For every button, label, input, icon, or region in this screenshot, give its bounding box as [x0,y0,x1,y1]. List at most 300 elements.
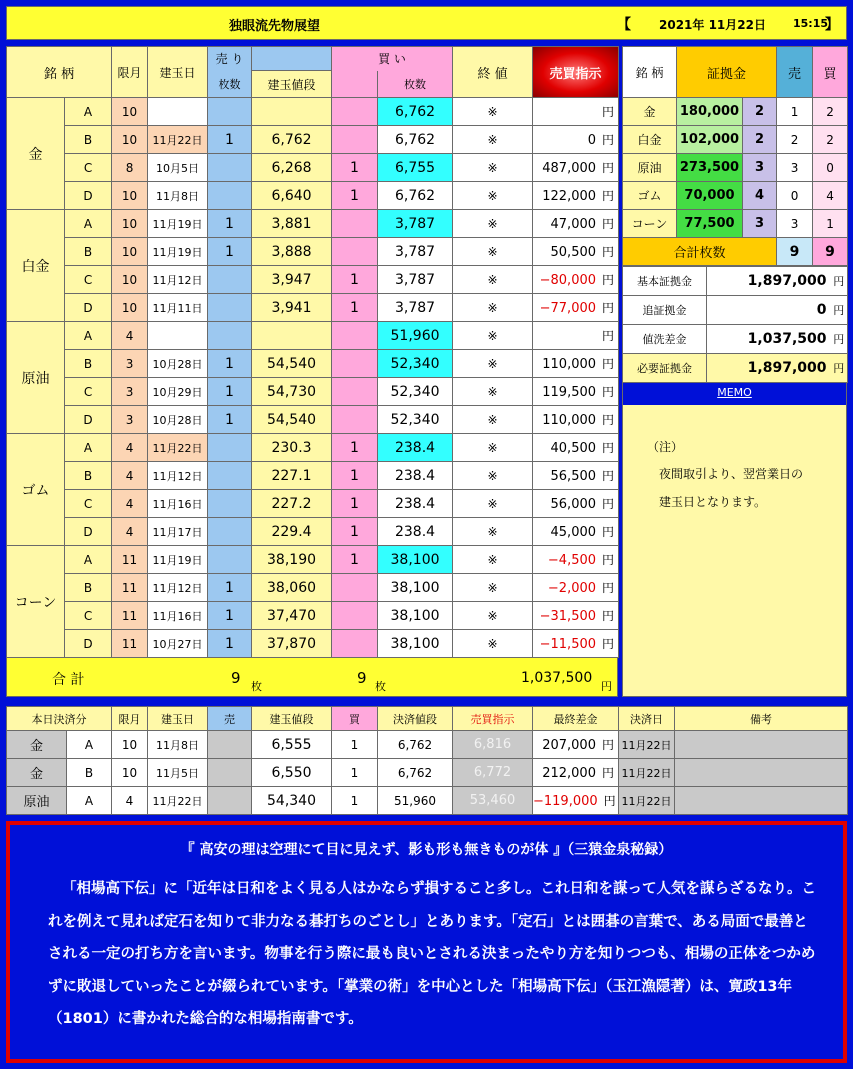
margin-amount: 273,500 [677,154,743,182]
row-close: 52,340 [378,350,453,378]
row-diff-value: 110,000 [542,413,597,428]
row-shiji: ※ [453,518,533,546]
col-header-uri-right [252,47,332,71]
settle-header-kessai-bi: 決済日 [619,707,675,731]
quote-title: 『 高安の理は空理にて目に見えず、影も形も無きものが体 』（三猿金泉秘録） [180,842,673,858]
row-price: 54,540 [252,406,332,434]
settle-price: 54,340 [252,787,332,815]
margin-name: 金 [623,98,677,126]
quote-body: 「相場高下伝」に「近年は日和をよく見る人はかならず損すること多し。これ日和を謀って人気を謀らざるなり。これを例えて見れば定石を知りて非力なる碁打ちのごとし」とあります。「定石」とは囲碁の言葉で、ある局面で最善とされる一定の打ち方を言います。物事を行う際に最も良いとされる決まったやり方を知りつつも、相場の正体をつかめずに敗退していったことが綴られています。「掌業の術」を中心とした「相場高下伝」（玉江漁隠著）は、寛政13年（1801）に書かれた総合的な相場指南書です。 [48,881,816,1027]
table-row [7,518,619,546]
margin-buy: 2 [813,98,848,126]
row-close: 52,340 [378,378,453,406]
summary-value: 0 [707,296,831,325]
col-header-tategyokubi: 建玉日 [148,47,208,98]
row-buy-count: 1 [332,154,378,182]
row-buy-count: 1 [332,294,378,322]
summary-row [623,267,848,296]
table-row [7,630,619,658]
row-price: 230.3 [252,434,332,462]
row-diff-unit: 円 [602,637,615,651]
row-diff [533,210,619,238]
row-shiji: ※ [453,406,533,434]
summary-label: 基本証拠金 [623,267,707,296]
row-diff-value: 122,000 [542,189,597,204]
row-date: 10月28日 [148,406,208,434]
table-row [7,98,619,126]
row-diff [533,546,619,574]
row-diff-value: 0 [587,133,597,148]
row-shiji: ※ [453,602,533,630]
row-shiji: ※ [453,490,533,518]
margin-buy: 2 [813,126,848,154]
row-price: 3,941 [252,294,332,322]
row-shiji: ※ [453,574,533,602]
group-label: B [65,574,112,602]
row-shiji: ※ [453,350,533,378]
header-date: 2021年 11月22日 [659,18,766,32]
settle-diff [533,731,619,759]
margin-header-uri: 売 [777,47,813,98]
summary-label: 必要証拠金 [623,354,707,383]
row-shiji: ※ [453,126,533,154]
row-diff [533,98,619,126]
summary-unit: 円 [831,296,848,325]
row-gengetsu: 10 [112,126,148,154]
row-diff [533,490,619,518]
margin-row [623,126,848,154]
row-gengetsu: 10 [112,182,148,210]
row-shiji: ※ [453,238,533,266]
margin-amount: 77,500 [677,210,743,238]
page-title: 独眼流先物展望 [229,19,321,34]
row-date: 11月22日 [148,126,208,154]
row-diff [533,182,619,210]
margin-count: 4 [743,182,777,210]
margin-row [623,98,848,126]
group-label: B [65,350,112,378]
row-shiji: ※ [453,434,533,462]
settle-diff-unit: 円 [603,794,616,808]
settle-diff-unit: 円 [601,766,614,780]
row-gengetsu: 4 [112,518,148,546]
row-diff [533,322,619,350]
row-diff [533,294,619,322]
row-close: 238.4 [378,462,453,490]
row-buy-count [332,378,378,406]
commodity-name: コーン [7,546,65,658]
total-buy: 9 [357,669,367,687]
row-diff-value: 119,500 [542,385,597,400]
row-diff [533,350,619,378]
summary-label: 追証拠金 [623,296,707,325]
settle-date-kessai: 11月22日 [619,787,675,815]
row-diff-value: 45,000 [550,525,597,540]
margin-row [623,154,848,182]
settle-group: A [67,787,112,815]
settle-header-uri: 売 [208,707,252,731]
group-label: C [65,378,112,406]
row-gengetsu: 10 [112,294,148,322]
row-buy-count: 1 [332,546,378,574]
group-label: D [65,518,112,546]
margin-sell: 3 [777,154,813,182]
row-price: 229.4 [252,518,332,546]
row-sell-count: 1 [208,126,252,154]
settle-shiji: 6,772 [453,759,533,787]
row-gengetsu: 4 [112,434,148,462]
row-diff [533,154,619,182]
settle-header-kai: 買 [332,707,378,731]
settle-header-biko: 備考 [675,707,848,731]
row-sell-count [208,322,252,350]
row-close: 3,787 [378,294,453,322]
settle-sell [208,787,252,815]
summary-row [623,296,848,325]
settle-header-gengetsu: 限月 [112,707,148,731]
row-diff [533,238,619,266]
group-label: C [65,266,112,294]
row-sell-count: 1 [208,602,252,630]
summary-unit: 円 [831,354,848,383]
row-diff-value: 50,500 [550,245,597,260]
row-buy-count [332,322,378,350]
row-price: 3,881 [252,210,332,238]
row-date: 11月12日 [148,462,208,490]
settle-group: B [67,759,112,787]
row-shiji: ※ [453,98,533,126]
row-date: 10月27日 [148,630,208,658]
total-sell-unit: 枚 [251,680,262,693]
row-close: 3,787 [378,210,453,238]
row-gengetsu: 10 [112,210,148,238]
table-row [7,182,619,210]
row-sell-count: 1 [208,574,252,602]
row-sell-count [208,98,252,126]
row-diff-unit: 円 [602,413,615,427]
row-close: 51,960 [378,322,453,350]
row-date: 11月22日 [148,434,208,462]
summary-unit: 円 [831,267,848,296]
row-shiji: ※ [453,294,533,322]
settle-date: 11月5日 [148,759,208,787]
margin-sell: 1 [777,98,813,126]
table-row [7,490,619,518]
row-buy-count [332,574,378,602]
settle-sell [208,759,252,787]
row-diff-value: 56,500 [550,469,597,484]
row-sell-count [208,294,252,322]
col-header-gengetsu: 限月 [112,47,148,98]
row-close: 6,755 [378,154,453,182]
margin-buy: 0 [813,154,848,182]
summary-value: 1,037,500 [707,325,831,354]
row-date: 11月12日 [148,266,208,294]
group-label: C [65,602,112,630]
settle-diff-unit: 円 [601,738,614,752]
row-diff [533,574,619,602]
margin-name: コーン [623,210,677,238]
col-header-tategyoku-nedan: 建玉値段 [252,71,332,98]
row-shiji: ※ [453,546,533,574]
row-date: 11月8日 [148,182,208,210]
row-diff [533,406,619,434]
positions-table [6,46,619,658]
total-row [6,657,618,697]
row-buy-count: 1 [332,182,378,210]
row-buy-count: 1 [332,518,378,546]
margin-total-sell: 9 [777,238,813,266]
table-row [7,546,619,574]
summary-row [623,354,848,383]
settle-sell [208,731,252,759]
row-gengetsu: 11 [112,546,148,574]
row-diff-unit: 円 [602,301,615,315]
table-row [7,602,619,630]
row-diff [533,462,619,490]
row-buy-count [332,630,378,658]
summary-label: 値洗差金 [623,325,707,354]
row-buy-count [332,238,378,266]
row-shiji: ※ [453,210,533,238]
row-sell-count [208,490,252,518]
settle-row [7,759,848,787]
table-row [7,462,619,490]
settle-close: 6,762 [378,731,453,759]
margin-sell: 0 [777,182,813,210]
header-time: 15:15 [793,17,829,30]
group-label: B [65,462,112,490]
row-date: 10月5日 [148,154,208,182]
memo-line-3: 建玉日となります。 [659,495,767,509]
row-date: 11月17日 [148,518,208,546]
row-price: 227.1 [252,462,332,490]
row-price: 6,762 [252,126,332,154]
row-shiji: ※ [453,378,533,406]
row-sell-count: 1 [208,210,252,238]
row-gengetsu: 11 [112,602,148,630]
row-diff-value: −2,000 [547,581,597,596]
row-close: 38,100 [378,574,453,602]
table-row [7,266,619,294]
row-sell-count [208,182,252,210]
row-date [148,98,208,126]
summary-unit: 円 [831,325,848,354]
row-gengetsu: 3 [112,350,148,378]
row-close: 38,100 [378,630,453,658]
total-label: 合 計 [52,672,85,688]
margin-sell: 2 [777,126,813,154]
table-row [7,406,619,434]
row-gengetsu: 4 [112,322,148,350]
row-diff-unit: 円 [602,245,615,259]
group-label: A [65,98,112,126]
table-row [7,126,619,154]
row-date: 11月16日 [148,490,208,518]
memo-line-1: （注） [647,440,684,454]
row-price: 54,540 [252,350,332,378]
settle-header-nedan: 建玉値段 [252,707,332,731]
row-shiji: ※ [453,154,533,182]
baibai-shiji-button[interactable]: 売買指示 [533,47,619,98]
row-close: 238.4 [378,434,453,462]
margin-total-buy: 9 [813,238,848,266]
group-label: D [65,630,112,658]
row-buy-count: 1 [332,490,378,518]
settle-buy: 1 [332,759,378,787]
margin-buy: 1 [813,210,848,238]
summary-row [623,325,848,354]
row-diff-unit: 円 [602,385,615,399]
row-shiji: ※ [453,182,533,210]
row-diff [533,126,619,154]
row-gengetsu: 11 [112,574,148,602]
settle-date: 11月8日 [148,731,208,759]
row-price: 3,947 [252,266,332,294]
margin-summary-table [622,266,848,383]
group-label: A [65,210,112,238]
row-sell-count [208,266,252,294]
col-header-uri: 売 り [208,47,252,71]
row-diff-unit: 円 [602,497,615,511]
row-close: 52,340 [378,406,453,434]
row-date: 11月12日 [148,574,208,602]
row-sell-count [208,154,252,182]
settle-diff-value: 212,000 [542,766,596,781]
row-gengetsu: 3 [112,378,148,406]
settle-header-shiji: 売買指示 [453,707,533,731]
row-price: 37,870 [252,630,332,658]
margin-count: 3 [743,210,777,238]
row-date: 10月28日 [148,350,208,378]
row-diff [533,434,619,462]
margin-count: 3 [743,154,777,182]
margin-count: 2 [743,126,777,154]
total-diff: 1,037,500 [521,670,593,686]
settle-group: A [67,731,112,759]
settle-header-saishu: 最終差金 [533,707,619,731]
settle-buy: 1 [332,787,378,815]
row-buy-count [332,126,378,154]
row-close: 3,787 [378,266,453,294]
row-diff-value: 487,000 [542,161,597,176]
row-price: 6,640 [252,182,332,210]
row-date: 10月29日 [148,378,208,406]
row-buy-count [332,350,378,378]
row-price: 54,730 [252,378,332,406]
row-diff-unit: 円 [602,609,615,623]
memo-line-2: 夜間取引より、翌営業日の [659,467,804,481]
margin-table [622,46,848,266]
row-sell-count [208,434,252,462]
settle-header-title: 本日決済分 [7,707,112,731]
commodity-name: 原油 [7,322,65,434]
col-header-meigara: 銘 柄 [7,47,112,98]
row-price: 38,060 [252,574,332,602]
row-sell-count: 1 [208,238,252,266]
row-close: 6,762 [378,126,453,154]
row-sell-count [208,546,252,574]
row-date: 11月11日 [148,294,208,322]
group-label: C [65,490,112,518]
row-price: 227.2 [252,490,332,518]
row-sell-count: 1 [208,630,252,658]
settle-header-tategyokubi: 建玉日 [148,707,208,731]
row-buy-count: 1 [332,266,378,294]
group-label: D [65,406,112,434]
row-shiji: ※ [453,630,533,658]
group-label: A [65,322,112,350]
settle-close: 51,960 [378,787,453,815]
settle-close: 6,762 [378,759,453,787]
row-diff-value: 40,500 [550,441,597,456]
row-diff-unit: 円 [602,217,615,231]
margin-amount: 180,000 [677,98,743,126]
row-sell-count: 1 [208,378,252,406]
settle-price: 6,555 [252,731,332,759]
row-buy-count [332,602,378,630]
settle-header-kessai-nedan: 決済値段 [378,707,453,731]
row-diff [533,378,619,406]
table-row [7,294,619,322]
settle-shiji: 6,816 [453,731,533,759]
margin-total-label: 合計枚数 [623,238,777,266]
group-label: B [65,238,112,266]
row-gengetsu: 3 [112,406,148,434]
total-buy-unit: 枚 [375,680,386,693]
row-price: 38,190 [252,546,332,574]
row-diff [533,266,619,294]
row-date: 11月19日 [148,238,208,266]
margin-amount: 102,000 [677,126,743,154]
row-diff-value: −31,500 [539,609,597,624]
row-shiji: ※ [453,462,533,490]
commodity-name: 金 [7,98,65,210]
col-header-buy-blank [332,71,378,98]
settle-diff [533,787,619,815]
memo-link[interactable]: MEMO [717,386,752,399]
table-row [7,378,619,406]
col-header-kai: 買 い [332,47,453,71]
row-close: 38,100 [378,546,453,574]
table-row [7,574,619,602]
summary-value: 1,897,000 [707,354,831,383]
row-sell-count: 1 [208,406,252,434]
header-bar [6,6,847,40]
margin-amount: 70,000 [677,182,743,210]
row-buy-count [332,210,378,238]
row-shiji: ※ [453,322,533,350]
settle-gengetsu: 4 [112,787,148,815]
quote-box [6,821,847,1063]
col-header-sell-maisu: 枚数 [208,71,252,98]
row-close: 3,787 [378,238,453,266]
row-date: 11月19日 [148,546,208,574]
settle-gengetsu: 10 [112,731,148,759]
row-gengetsu: 4 [112,462,148,490]
margin-count: 2 [743,98,777,126]
row-diff-unit: 円 [602,357,615,371]
row-diff-unit: 円 [602,161,615,175]
row-close: 6,762 [378,98,453,126]
margin-header-meigara: 銘 柄 [623,47,677,98]
col-header-owarine: 終 値 [453,47,533,98]
settle-gengetsu: 10 [112,759,148,787]
margin-row [623,182,848,210]
row-date: 11月16日 [148,602,208,630]
row-close: 6,762 [378,182,453,210]
row-close: 38,100 [378,602,453,630]
